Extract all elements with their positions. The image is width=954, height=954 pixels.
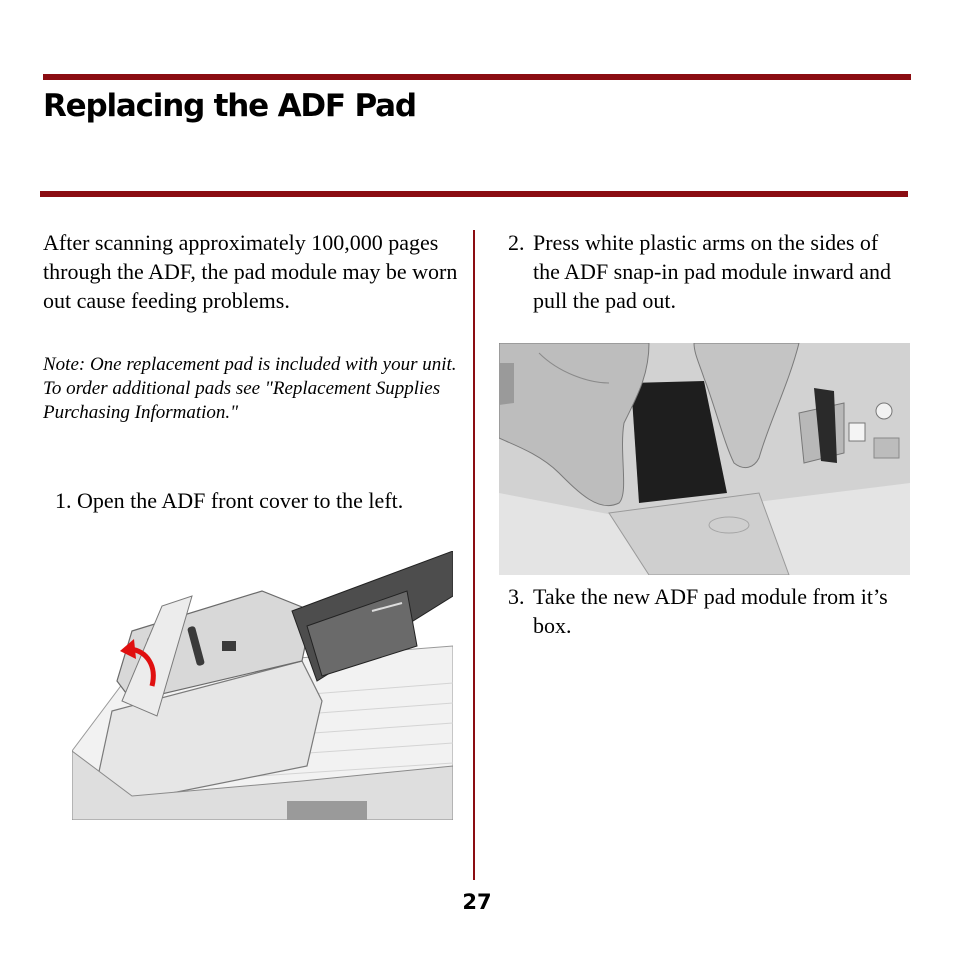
header-rule-top (43, 74, 911, 80)
column-divider (473, 230, 475, 880)
step-2 (508, 228, 908, 315)
page-title: Replacing the ADF Pad (43, 88, 416, 124)
step-2-text: Press white plastic arms on the sides of the ADF snap-in pad module inward and pull the pad out. (533, 230, 892, 313)
scanner-adf-illustration (72, 551, 453, 820)
pad-removal-photo (499, 343, 910, 575)
scanner-adf-open-illustration-icon (72, 551, 453, 820)
step-1-text: Open the ADF front cover to the left. (77, 488, 404, 513)
step-3 (508, 582, 908, 640)
step-3-number: 3. (508, 584, 525, 609)
step-1 (55, 486, 460, 515)
step-1-number: 1. (55, 488, 72, 513)
page-number: 27 (462, 890, 492, 914)
note-paragraph: Note: One replacement pad is included with your unit. To order additional pads see "Replacement Supplies Purchasing Information." (43, 354, 457, 423)
step-3-text: Take the new ADF pad module from it’s box. (533, 584, 888, 638)
intro-paragraph: After scanning approximately 100,000 pages through the ADF, the pad module may be worn out cause feeding problems. (43, 230, 458, 313)
header-rule-bottom (40, 191, 908, 197)
step-2-number: 2. (508, 230, 525, 255)
fingers-removing-pad-photo-icon (499, 343, 910, 575)
